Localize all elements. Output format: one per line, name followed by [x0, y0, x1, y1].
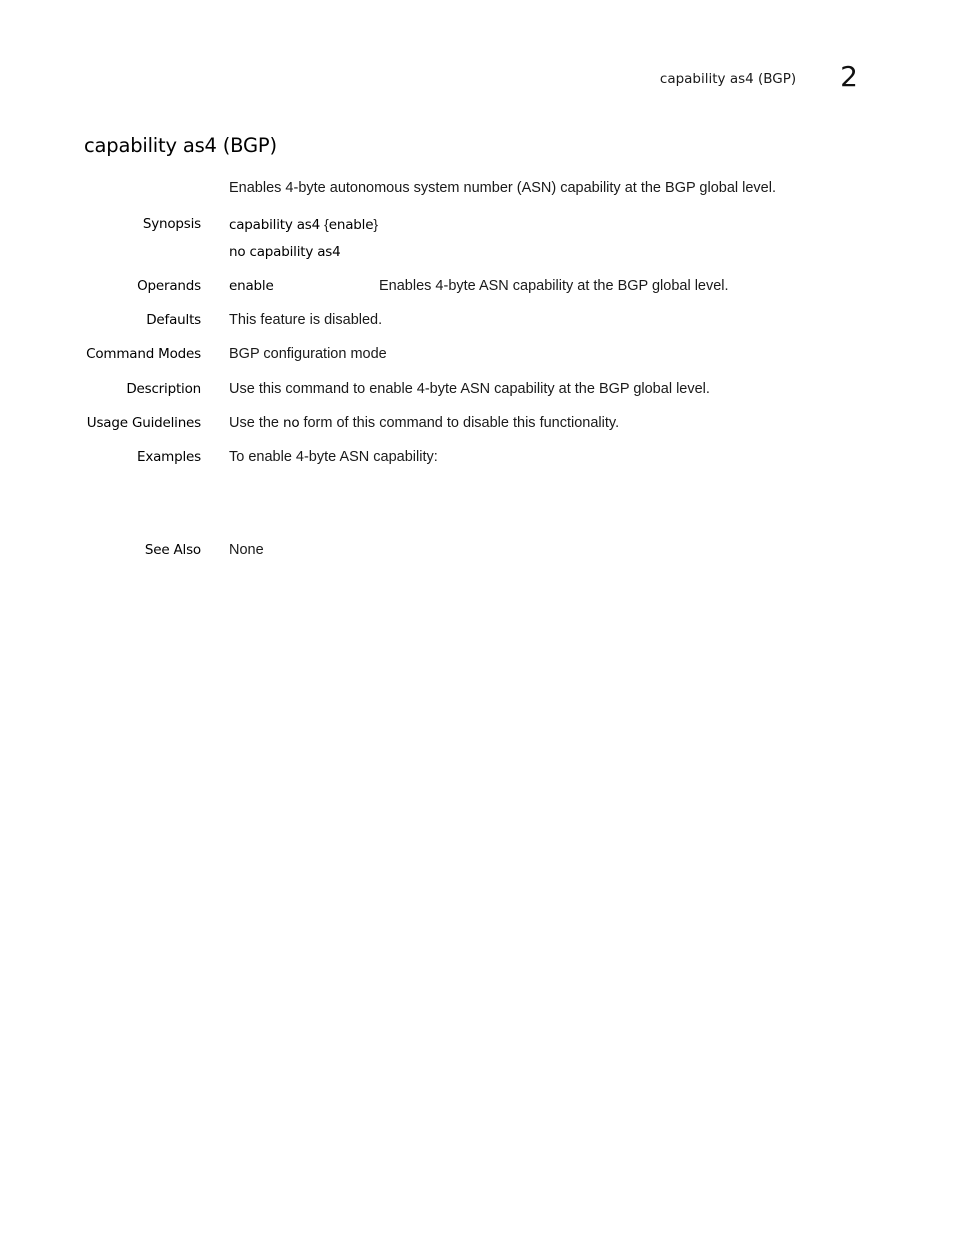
synopsis-line-2: no capability as4 — [229, 244, 341, 260]
examples-label: Examples — [136, 449, 201, 465]
defaults-text: This feature is disabled. — [229, 312, 383, 328]
operands-label: Operands — [137, 278, 201, 294]
command-modes-text: BGP configuration mode — [229, 346, 387, 362]
intro-text: Enables 4-byte autonomous system number (ASN) capability at the BGP global level. — [229, 180, 776, 196]
usage-keyword: no — [283, 415, 300, 431]
synopsis-command: capability as4 — [229, 217, 321, 233]
chapter-number: 2 — [840, 60, 858, 93]
examples-text: To enable 4-byte ASN capability: — [229, 449, 438, 465]
synopsis-label: Synopsis — [142, 216, 201, 232]
operand-name: enable — [229, 278, 274, 294]
synopsis-open-brace: { — [324, 216, 329, 232]
operand-description: Enables 4-byte ASN capability at the BGP global level. — [379, 278, 729, 294]
synopsis-argument: enable — [328, 217, 374, 233]
command-modes-label: Command Modes — [86, 346, 201, 362]
synopsis-close-brace: } — [373, 216, 378, 232]
usage-text-before: Use the — [229, 415, 283, 431]
running-header — [659, 57, 858, 93]
usage-guidelines-text — [229, 415, 619, 431]
running-header-title: capability as4 (BGP) — [659, 71, 797, 87]
see-also-text: None — [229, 542, 264, 558]
see-also-label: See Also — [144, 542, 201, 558]
synopsis-line-1 — [229, 216, 378, 233]
defaults-label: Defaults — [146, 312, 201, 328]
description-text: Use this command to enable 4-byte ASN capability at the BGP global level. — [229, 381, 710, 397]
usage-guidelines-label: Usage Guidelines — [86, 415, 201, 431]
usage-text-after: form of this command to disable this functionality. — [299, 415, 620, 431]
description-label: Description — [126, 381, 201, 397]
page-title: capability as4 (BGP) — [84, 134, 277, 157]
